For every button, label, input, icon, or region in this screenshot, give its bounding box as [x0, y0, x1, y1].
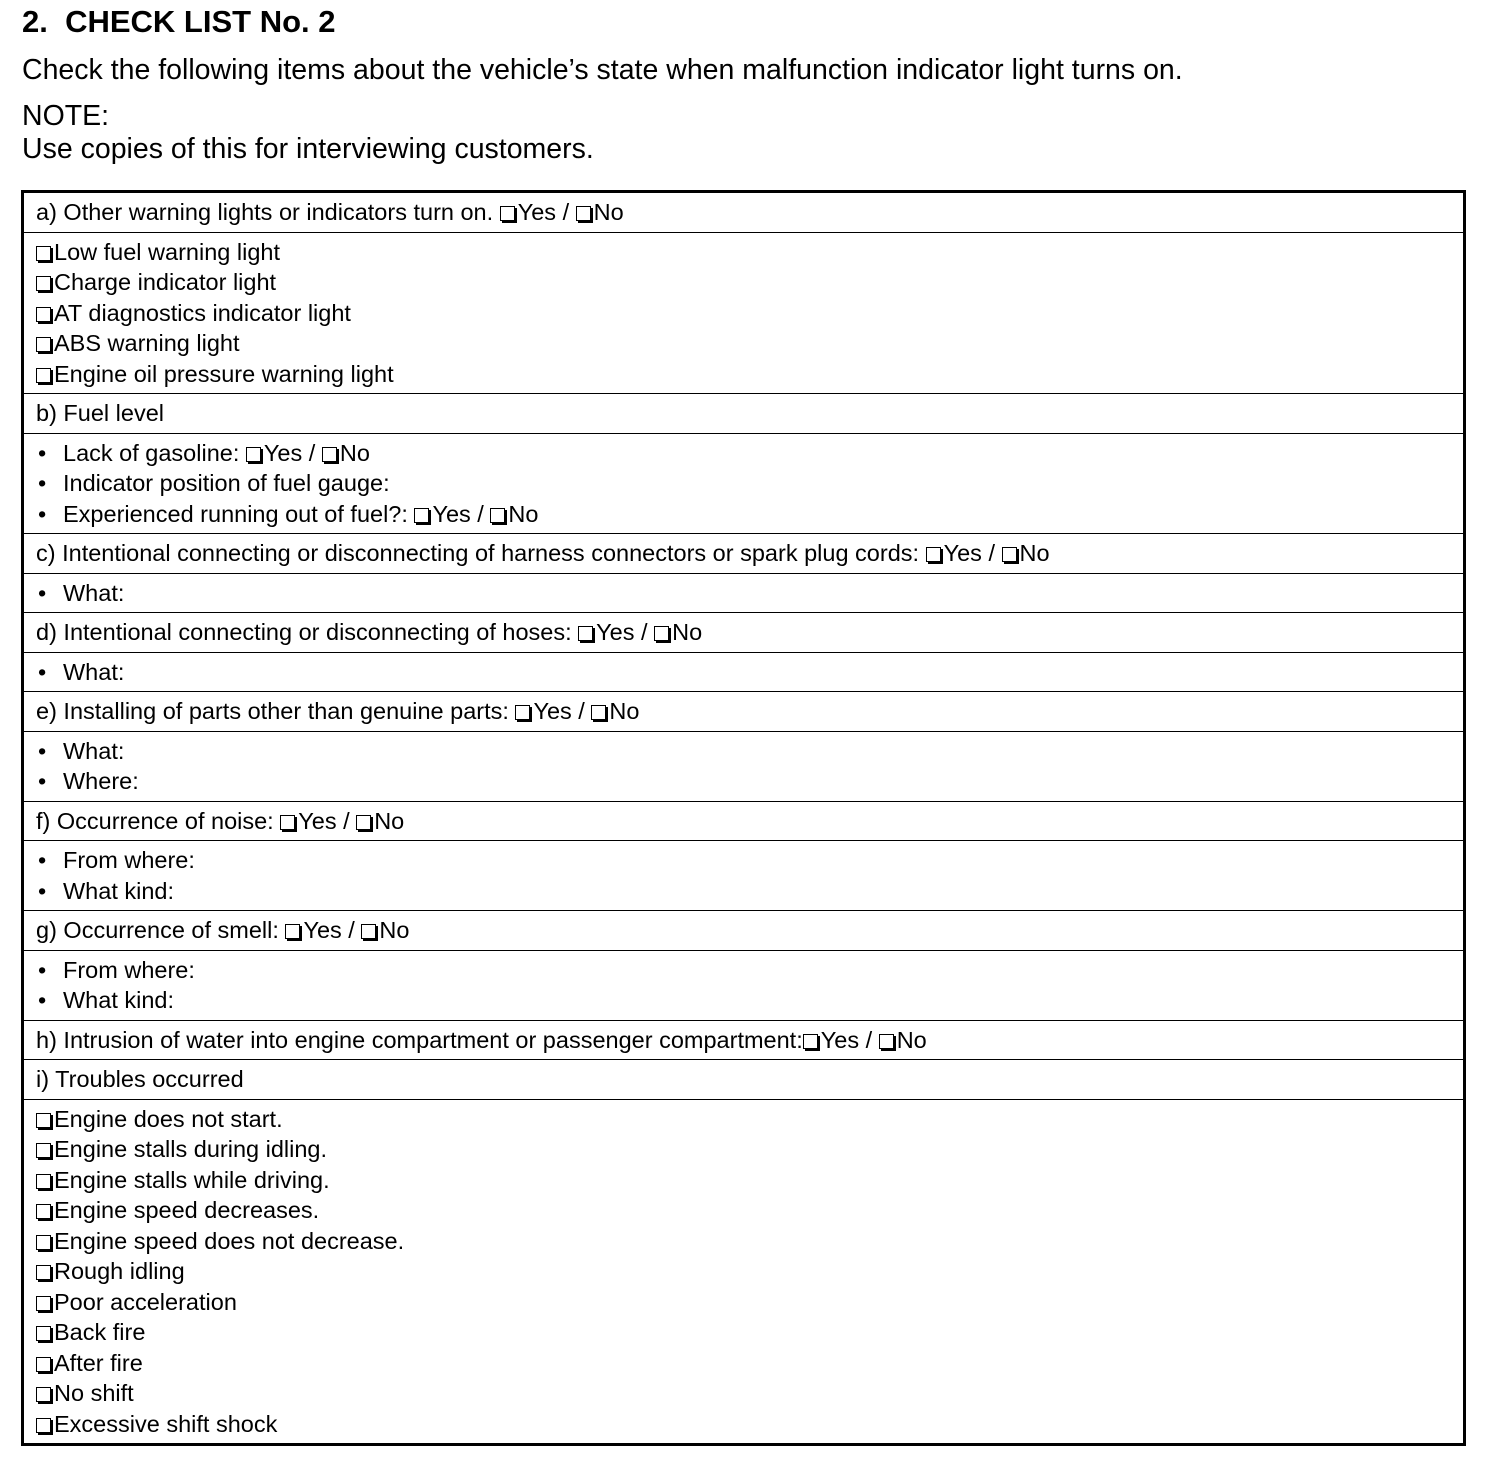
question-row-e [23, 692, 1465, 732]
section-heading [22, 4, 336, 40]
items-row-d [23, 652, 1465, 692]
checkbox-c-no[interactable] [1002, 547, 1017, 562]
question-cell-h: h) Intrusion of water into engine compartment or passenger compartment: Yes / No [23, 1020, 1465, 1060]
option-no-label: No [339, 439, 370, 466]
list-item [36, 1287, 1453, 1318]
checkbox-g-no[interactable] [361, 924, 376, 939]
bullet-icon [36, 736, 63, 767]
checkbox-low-fuel[interactable] [36, 246, 51, 261]
item-label: From where: [63, 847, 195, 873]
list-item [36, 1134, 1453, 1165]
list-item [36, 267, 1453, 298]
list-item: •Lack of gasoline: Yes / No [36, 438, 1453, 469]
item-label: No shift [54, 1380, 134, 1406]
question-row-i [23, 1060, 1465, 1100]
list-item [36, 1195, 1453, 1226]
question-cell-c: c) Intentional connecting or disconnecting of harness connectors or spark plug cords: Yes / No [23, 534, 1465, 574]
item-label: Lack of gasoline: [63, 439, 240, 466]
question-row-c [23, 534, 1465, 574]
checkbox-charge-indicator[interactable] [36, 276, 51, 291]
option-yes-label: Yes [820, 1026, 860, 1053]
question-i-label: i) Troubles occurred [36, 1066, 244, 1092]
list-item [36, 359, 1453, 390]
checkbox-trouble-no-start[interactable] [36, 1113, 51, 1128]
items-cell-b [23, 433, 1465, 534]
question-a-label: a) Other warning lights or indicators turn on. [36, 199, 494, 225]
bullet-icon [36, 499, 63, 530]
list-item [36, 766, 1453, 797]
question-f-label: f) Occurrence of noise: [36, 807, 274, 834]
checkbox-gasoline-yes[interactable] [246, 447, 261, 462]
item-label: Indicator position of fuel gauge: [63, 470, 390, 496]
item-label: Where: [63, 768, 139, 794]
list-item [36, 1409, 1453, 1440]
checkbox-trouble-speed-no-decrease[interactable] [36, 1235, 51, 1250]
question-row-d [23, 613, 1465, 653]
list-item [36, 1104, 1453, 1135]
bullet-icon [36, 955, 63, 986]
item-label: What kind: [63, 987, 175, 1013]
items-row-b [23, 433, 1465, 534]
checkbox-trouble-after-fire[interactable] [36, 1357, 51, 1372]
list-item [36, 955, 1453, 986]
question-cell-b [23, 394, 1465, 434]
option-yes-label: Yes [596, 619, 635, 645]
option-yes-label: Yes [303, 917, 342, 943]
items-cell-f [23, 841, 1465, 911]
item-label: AT diagnostics indicator light [54, 299, 351, 326]
option-yes-label: Yes [517, 199, 557, 225]
checkbox-c-yes[interactable] [926, 547, 941, 562]
items-row-e [23, 731, 1465, 801]
option-yes-label: Yes [533, 698, 572, 724]
checkbox-gasoline-no[interactable] [322, 447, 337, 462]
item-label: Engine oil pressure warning light [54, 360, 394, 387]
list-item [36, 1256, 1453, 1287]
intro-text: Check the following items about the vehicle’s state when malfunction indicator light turns on. [22, 54, 1183, 86]
question-e-label: e) Installing of parts other than genuine parts: [36, 698, 509, 724]
option-no-label: No [593, 199, 624, 225]
option-no-label: No [1019, 540, 1050, 566]
item-label: What: [63, 737, 125, 764]
list-item [36, 468, 1453, 499]
bullet-icon [36, 468, 63, 499]
checkbox-a-no[interactable] [576, 206, 591, 221]
item-label: What: [63, 579, 125, 606]
checkbox-trouble-stall-idle[interactable] [36, 1143, 51, 1158]
list-item [36, 1348, 1453, 1379]
item-label: Charge indicator light [54, 269, 277, 295]
checkbox-h-yes[interactable] [803, 1034, 818, 1049]
item-label: Excessive shift shock [54, 1410, 278, 1437]
question-cell-i [23, 1060, 1465, 1100]
question-row-b [23, 394, 1465, 434]
items-row-f [23, 841, 1465, 911]
checkbox-ran-out-no[interactable] [490, 508, 505, 523]
bullet-icon [36, 985, 63, 1016]
checkbox-abs-warning[interactable] [36, 337, 51, 352]
bullet-icon [36, 578, 63, 609]
checkbox-trouble-stall-driving[interactable] [36, 1174, 51, 1189]
item-label: What: [63, 658, 125, 685]
list-item [36, 1226, 1453, 1257]
item-label: Engine stalls during idling. [54, 1136, 328, 1162]
items-cell-d [23, 652, 1465, 692]
items-cell-g [23, 950, 1465, 1020]
item-label: Back fire [54, 1319, 146, 1345]
question-c-label: c) Intentional connecting or disconnecting of harness connectors or spark plug cords: [36, 540, 920, 566]
option-yes-label: Yes [298, 807, 337, 834]
question-d-label: d) Intentional connecting or disconnecting of hoses: [36, 619, 572, 645]
checkbox-e-no[interactable] [591, 705, 606, 720]
list-item [36, 1317, 1453, 1348]
item-label: Engine stalls while driving. [54, 1166, 330, 1193]
item-label: Poor acceleration [54, 1288, 237, 1315]
checkbox-g-yes[interactable] [285, 924, 300, 939]
list-item [36, 1378, 1453, 1409]
question-h-label: h) Intrusion of water into engine compartment or passenger compartment: [36, 1026, 803, 1053]
bullet-icon [36, 657, 63, 688]
checkbox-f-yes[interactable] [280, 815, 295, 830]
option-yes-label: Yes [943, 540, 982, 566]
question-g-label: g) Occurrence of smell: [36, 917, 279, 943]
item-label: What kind: [63, 877, 175, 904]
option-no-label: No [508, 500, 539, 527]
note [22, 100, 594, 166]
list-item [36, 876, 1453, 907]
question-cell-g: g) Occurrence of smell: Yes / No [23, 911, 1465, 951]
items-row-i [23, 1099, 1465, 1445]
option-no-label: No [672, 619, 703, 645]
checkbox-trouble-no-shift[interactable] [36, 1387, 51, 1402]
items-cell-e [23, 731, 1465, 801]
section-title: CHECK LIST No. 2 [65, 4, 336, 39]
list-item [36, 657, 1453, 688]
list-item [36, 985, 1453, 1016]
note-text: Use copies of this for interviewing customers. [22, 133, 594, 165]
question-cell-d: d) Intentional connecting or disconnecting of hoses: Yes / No [23, 613, 1465, 653]
question-row-g [23, 911, 1465, 951]
items-row-g [23, 950, 1465, 1020]
checkbox-at-diagnostics[interactable] [36, 307, 51, 322]
list-item [36, 845, 1453, 876]
question-cell-e: e) Installing of parts other than genuine parts: Yes / No [23, 692, 1465, 732]
list-item: •Experienced running out of fuel?: Yes / No [36, 499, 1453, 530]
question-b-label: b) Fuel level [36, 400, 164, 426]
bullet-icon [36, 766, 63, 797]
item-label: From where: [63, 956, 195, 983]
item-label: Experienced running out of fuel?: [63, 500, 408, 527]
checkbox-trouble-poor-acceleration[interactable] [36, 1296, 51, 1311]
checkbox-trouble-rough-idling[interactable] [36, 1265, 51, 1280]
question-row-a [23, 192, 1465, 233]
checkbox-oil-pressure[interactable] [36, 368, 51, 383]
checkbox-h-no[interactable] [879, 1034, 894, 1049]
checkbox-d-yes[interactable] [578, 626, 593, 641]
list-item [36, 1165, 1453, 1196]
item-label: Rough idling [54, 1258, 185, 1284]
item-label: After fire [54, 1349, 143, 1376]
option-no-label: No [896, 1026, 927, 1053]
items-row-c [23, 573, 1465, 613]
option-yes-label: Yes [263, 439, 303, 466]
checkbox-a-yes[interactable] [500, 206, 515, 221]
question-row-h [23, 1020, 1465, 1060]
items-cell-i [23, 1099, 1465, 1445]
checklist-table [21, 190, 1466, 1446]
checkbox-trouble-shift-shock[interactable] [36, 1418, 51, 1433]
list-item [36, 736, 1453, 767]
question-cell-f: f) Occurrence of noise: Yes / No [23, 801, 1465, 841]
option-no-label: No [379, 917, 410, 943]
option-no-label: No [374, 807, 405, 834]
bullet-icon [36, 438, 63, 469]
section-number: 2. [22, 4, 48, 39]
checkbox-e-yes[interactable] [515, 705, 530, 720]
items-cell-a [23, 232, 1465, 394]
checkbox-trouble-speed-decreases[interactable] [36, 1204, 51, 1219]
item-label: Low fuel warning light [54, 238, 280, 265]
list-item [36, 578, 1453, 609]
list-item [36, 328, 1453, 359]
list-item [36, 298, 1453, 329]
checkbox-ran-out-yes[interactable] [414, 508, 429, 523]
checkbox-d-no[interactable] [654, 626, 669, 641]
item-label: ABS warning light [54, 330, 240, 356]
option-yes-label: Yes [432, 500, 471, 527]
checkbox-trouble-back-fire[interactable] [36, 1326, 51, 1341]
item-label: Engine does not start. [54, 1105, 283, 1132]
checkbox-f-no[interactable] [356, 815, 371, 830]
bullet-icon [36, 845, 63, 876]
note-label: NOTE: [22, 100, 110, 132]
item-label: Engine speed does not decrease. [54, 1227, 405, 1254]
bullet-icon [36, 876, 63, 907]
question-cell-a: a) Other warning lights or indicators turn on. Yes / No [23, 192, 1465, 233]
list-item [36, 237, 1453, 268]
question-row-f [23, 801, 1465, 841]
items-row-a [23, 232, 1465, 394]
option-no-label: No [609, 698, 640, 724]
items-cell-c [23, 573, 1465, 613]
item-label: Engine speed decreases. [54, 1197, 320, 1223]
